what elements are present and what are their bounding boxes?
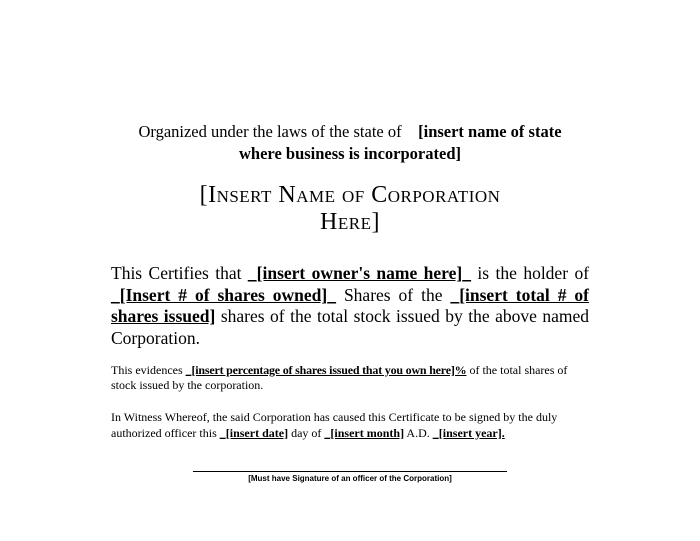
evidences-text: This evidences: [111, 363, 183, 377]
certifies-text: This Certifies that: [111, 263, 242, 283]
total-shares-placeholder-part1: _[insert total # of: [450, 284, 589, 305]
corporation-name-line2: Here]: [320, 209, 380, 235]
certification-paragraph: [111, 263, 589, 349]
year-placeholder: _[insert year].: [432, 425, 505, 440]
corporation-name-line1: [Insert Name of Corporation: [199, 182, 501, 208]
ad-text: A.D.: [406, 425, 430, 440]
witness-paragraph: [111, 410, 589, 441]
evidences-paragraph: [111, 363, 589, 392]
month-placeholder: _[insert month]: [324, 425, 405, 440]
day-of-text: day of: [291, 425, 322, 440]
owner-name-placeholder: _[insert owner's name here]_: [247, 263, 471, 283]
total-stock-text: shares of the total stock issued by the above named Corporation.: [111, 306, 589, 348]
date-placeholder: _[insert date]: [219, 425, 289, 440]
state-prefix: Organized under the laws of the state of: [138, 122, 402, 141]
holder-text: is the holder of: [477, 263, 590, 283]
corporation-name-heading: [0, 182, 700, 236]
state-placeholder: [insert name of state: [418, 122, 562, 141]
signature-caption: [Must have Signature of an officer of the Corporation]: [248, 474, 452, 483]
state-of-incorporation-line: [0, 121, 700, 165]
total-shares-text: of the total shares of stock issued by the corporation.: [111, 363, 568, 392]
total-shares-placeholder-part2: shares issued]: [111, 306, 216, 326]
shares-of-text: Shares of the: [343, 284, 443, 305]
signature-line: [193, 471, 507, 472]
percentage-placeholder: _[insert percentage of shares issued that you own here]%: [185, 363, 467, 377]
witness-text: In Witness Whereof, the said Corporation has caused this Certificate to be signed by the duly authorized officer this: [111, 410, 558, 440]
shares-owned-placeholder: _[Insert # of shares owned]_: [111, 284, 336, 305]
state-placeholder-continued: where business is incorporated]: [239, 144, 461, 163]
